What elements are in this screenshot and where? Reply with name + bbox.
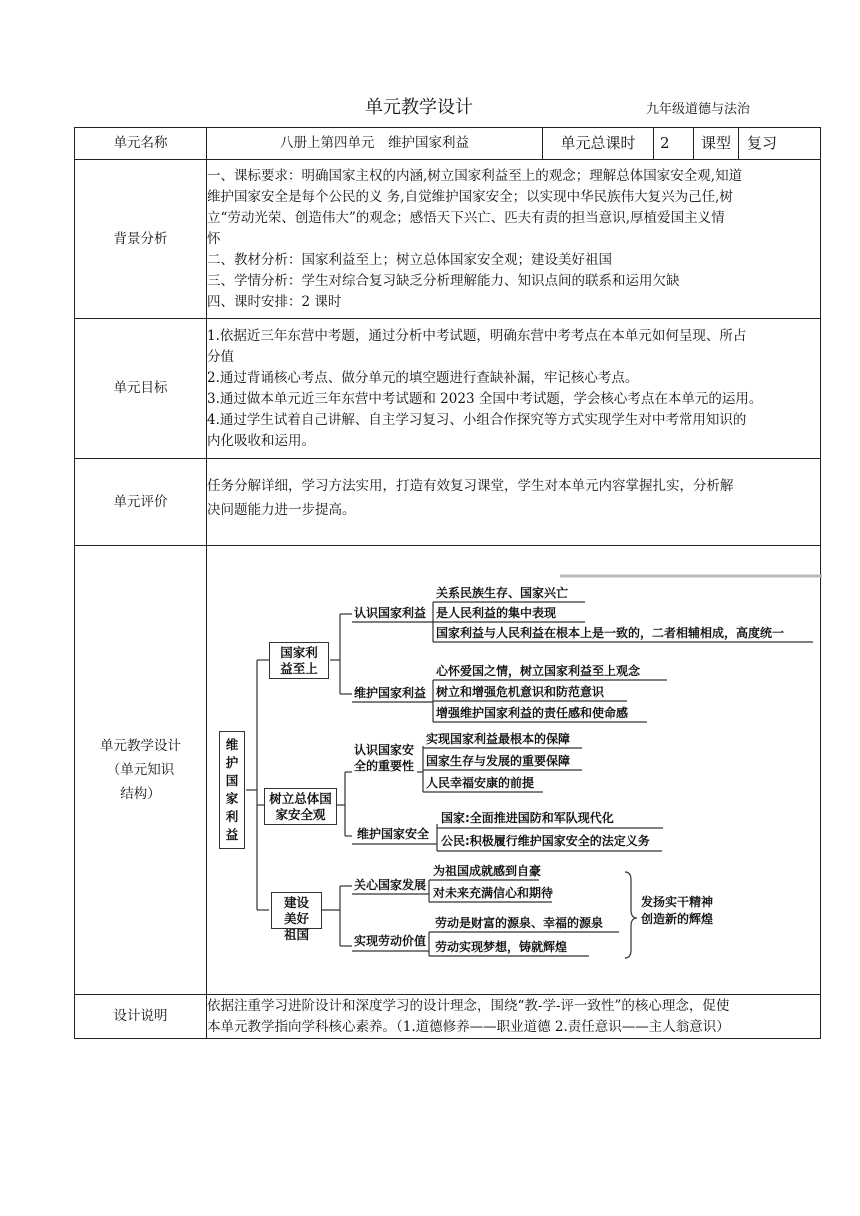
- branch-security-concept: 树立总体国家安全观: [264, 788, 337, 825]
- unit-design-table: [74, 127, 821, 1039]
- goals-content: [207, 319, 821, 459]
- leaf: 为祖国成就感到自豪: [433, 864, 542, 878]
- leaf: 国家:全面推进国防和军队现代化: [441, 811, 614, 825]
- leaf: 树立和增强危机意识和防范意识: [436, 685, 605, 699]
- background-line: 三、学情分析：学生对综合复习缺乏分析理解能力、知识点间的联系和运用欠缺: [207, 272, 680, 289]
- page-title: 单元教学设计: [365, 97, 473, 118]
- background-label: 背景分析: [75, 160, 207, 319]
- goal-line: 内化吸收和运用。: [207, 432, 315, 449]
- leaf: 实现国家利益最根本的保障: [426, 732, 571, 746]
- goal-line: 2.通过背诵核心考点、做分单元的填空题进行查缺补漏，牢记核心考点。: [207, 369, 639, 386]
- background-line: 立“劳动光荣、创造伟大”的观念；感悟天下兴亡、匹夫有责的担当意识,厚植爱国主义情: [207, 209, 725, 226]
- background-content: [207, 160, 821, 319]
- goals-label: 单元目标: [75, 319, 207, 459]
- background-line: 四、课时安排：2 课时: [207, 293, 342, 310]
- sub-protect-security: 维护国家安全: [357, 827, 430, 841]
- mind-map-root: 维护国家利益: [219, 731, 245, 849]
- leaf: 对未来充满信心和期待: [433, 886, 554, 900]
- notes-line: 依据注重学习进阶设计和深度学习的设计理念，围绕“教-学-评一致性”的核心理念，促使: [207, 997, 730, 1014]
- background-line: 一、课标要求：明确国家主权的内涵,树立国家利益至上的观念；理解总体国家安全观,知道: [207, 167, 743, 184]
- leaf: 增强维护国家利益的责任感和使命感: [436, 706, 629, 720]
- notes-row: [75, 995, 821, 1039]
- subject-label: 九年级道德与法治: [646, 102, 751, 117]
- leaf: 公民:积极履行维护国家安全的法定义务: [441, 834, 650, 848]
- background-line: 怀: [207, 230, 221, 247]
- goal-line: 分值: [207, 348, 234, 365]
- sub-protect-interest: 维护国家利益: [354, 686, 427, 700]
- sub-security-importance: 认识国家安全的重要性: [354, 743, 415, 773]
- leaf: 心怀爱国之情，树立国家利益至上观念: [436, 664, 641, 678]
- unit-name-label: 单元名称: [75, 128, 207, 160]
- design-label-line: （单元知识: [106, 762, 175, 778]
- goal-line: 3.通过做本单元近三年东营中考试题和 2023 全国中考试题，学会核心考点在本单元的运用。: [207, 390, 763, 407]
- leaf: 是人民利益的集中表现: [436, 606, 557, 620]
- evaluation-content: [207, 459, 821, 546]
- goal-line: 4.通过学生试着自己讲解、自主学习复习、小组合作探究等方式实现学生对中考常用知识的: [207, 411, 747, 428]
- branch-national-interest: 国家利益至上: [269, 642, 329, 679]
- leaf: 国家利益与人民利益在根本上是一致的，二者相辅相成，高度统一: [436, 626, 785, 640]
- leaf: 关系民族生存、国家兴亡: [436, 586, 569, 600]
- branch3-summary: 发扬实干精神创造新的辉煌: [641, 895, 714, 926]
- sub-care-development: 关心国家发展: [354, 878, 427, 892]
- design-label: [75, 546, 207, 995]
- notes-line: 本单元教学指向学科核心素养。（1.道德修养——职业道德 2.责任意识——主人翁意识）: [207, 1018, 730, 1035]
- lesson-type-label: 课型: [694, 128, 739, 160]
- design-label-line: 单元教学设计: [100, 738, 181, 754]
- mind-map: [207, 546, 822, 992]
- sub-labor-value: 实现劳动价值: [354, 934, 427, 948]
- lesson-type-value: 复习: [739, 128, 821, 160]
- leaf: 人民幸福安康的前提: [426, 776, 535, 790]
- leaf: 国家生存与发展的重要保障: [426, 754, 571, 768]
- unit-name-value: 八册上第四单元 维护国家利益: [207, 128, 543, 160]
- branch-build-motherland: 建设美好祖国: [271, 892, 322, 929]
- evaluation-label: 单元评价: [75, 459, 207, 546]
- leaf: 劳动是财富的源泉、幸福的源泉: [435, 916, 604, 930]
- total-hours-value: 2: [654, 128, 694, 160]
- notes-content: [207, 995, 821, 1039]
- evaluation-row: [75, 459, 821, 546]
- background-line: 二、教材分析：国家利益至上；树立总体国家安全观；建设美好祖国: [207, 251, 612, 268]
- evaluation-line: 决问题能力进一步提高。: [207, 502, 356, 518]
- background-row: [75, 160, 821, 319]
- sub-know-interest: 认识国家利益: [354, 606, 427, 620]
- knowledge-structure: [207, 546, 821, 995]
- design-label-line: 结构）: [120, 786, 161, 802]
- design-row: [75, 546, 821, 995]
- unit-name-row: [75, 128, 821, 160]
- leaf: 劳动实现梦想，铸就辉煌: [435, 940, 568, 954]
- goal-line: 1.依据近三年东营中考题，通过分析中考试题，明确东营中考考点在本单元如何呈现、所占: [207, 327, 747, 344]
- goals-row: [75, 319, 821, 459]
- background-line: 维护国家安全是每个公民的义 务,自觉维护国家安全；以实现中华民族伟大复兴为己任,树: [207, 188, 733, 205]
- notes-label: 设计说明: [75, 995, 207, 1039]
- total-hours-label: 单元总课时: [543, 128, 654, 160]
- evaluation-line: 任务分解详细，学习方法实用，打造有效复习课堂，学生对本单元内容掌握扎实，分析解: [207, 478, 734, 494]
